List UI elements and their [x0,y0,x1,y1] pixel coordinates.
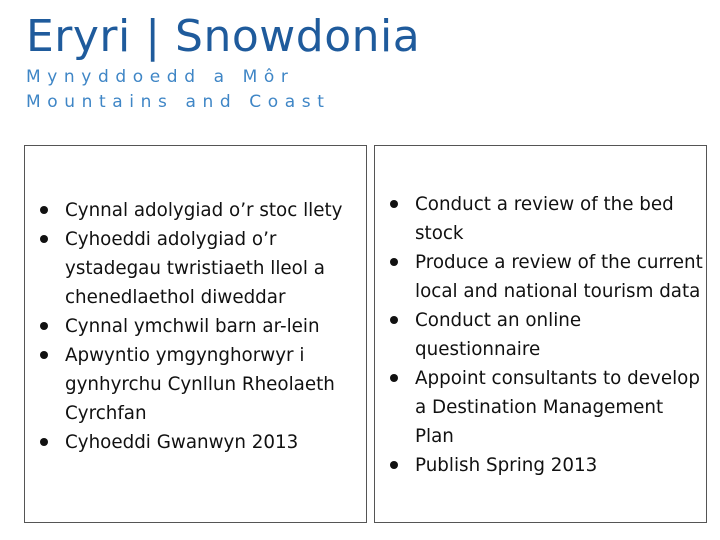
bullet-icon [40,438,48,446]
english-item-text: Conduct an online questionnaire [415,310,582,360]
bullet-icon [390,374,398,382]
bullet-icon [390,316,398,324]
bullet-icon [390,461,398,469]
english-list-item [389,364,705,451]
english-item-text: Conduct a review of the bed stock [415,194,674,244]
logo-title: Eryri | Snowdonia [26,11,421,62]
welsh-bullet-list [39,196,369,457]
welsh-item-text: Cyhoeddi adolygiad o’r ystadegau twristiaeth lleol a chenedlaethol diweddar [65,229,325,308]
welsh-list-item [39,312,369,341]
welsh-item-text: Apwyntio ymgynghorwyr i gynhyrchu Cynllun Rheolaeth Cyrchfan [65,345,335,424]
english-list-item [389,306,705,364]
english-list-item [389,248,705,306]
english-list-item [389,451,705,480]
logo-tagline-welsh: Mynyddoedd a Môr [26,67,295,87]
english-list-item [389,190,705,248]
bullet-icon [390,258,398,266]
welsh-list-item [39,225,369,312]
english-item-text: Publish Spring 2013 [415,455,598,476]
welsh-list-item [39,196,369,225]
bullet-icon [40,206,48,214]
bullet-icon [390,200,398,208]
english-item-text: Produce a review of the current local and national tourism data [415,252,703,302]
bullet-icon [40,351,48,359]
welsh-list-item [39,428,369,457]
english-bullet-list [389,190,705,480]
bullet-icon [40,322,48,330]
bullet-icon [40,235,48,243]
welsh-item-text: Cyhoeddi Gwanwyn 2013 [65,432,299,453]
welsh-item-text: Cynnal ymchwil barn ar-lein [65,316,320,337]
snowdonia-logo [26,6,426,116]
welsh-text-panel [24,145,367,523]
logo-tagline-english: Mountains and Coast [26,92,331,112]
english-item-text: Appoint consultants to develop a Destination Management Plan [415,368,700,447]
welsh-list-item [39,341,369,428]
welsh-item-text: Cynnal adolygiad o’r stoc llety [65,200,343,221]
english-text-panel [374,145,707,523]
